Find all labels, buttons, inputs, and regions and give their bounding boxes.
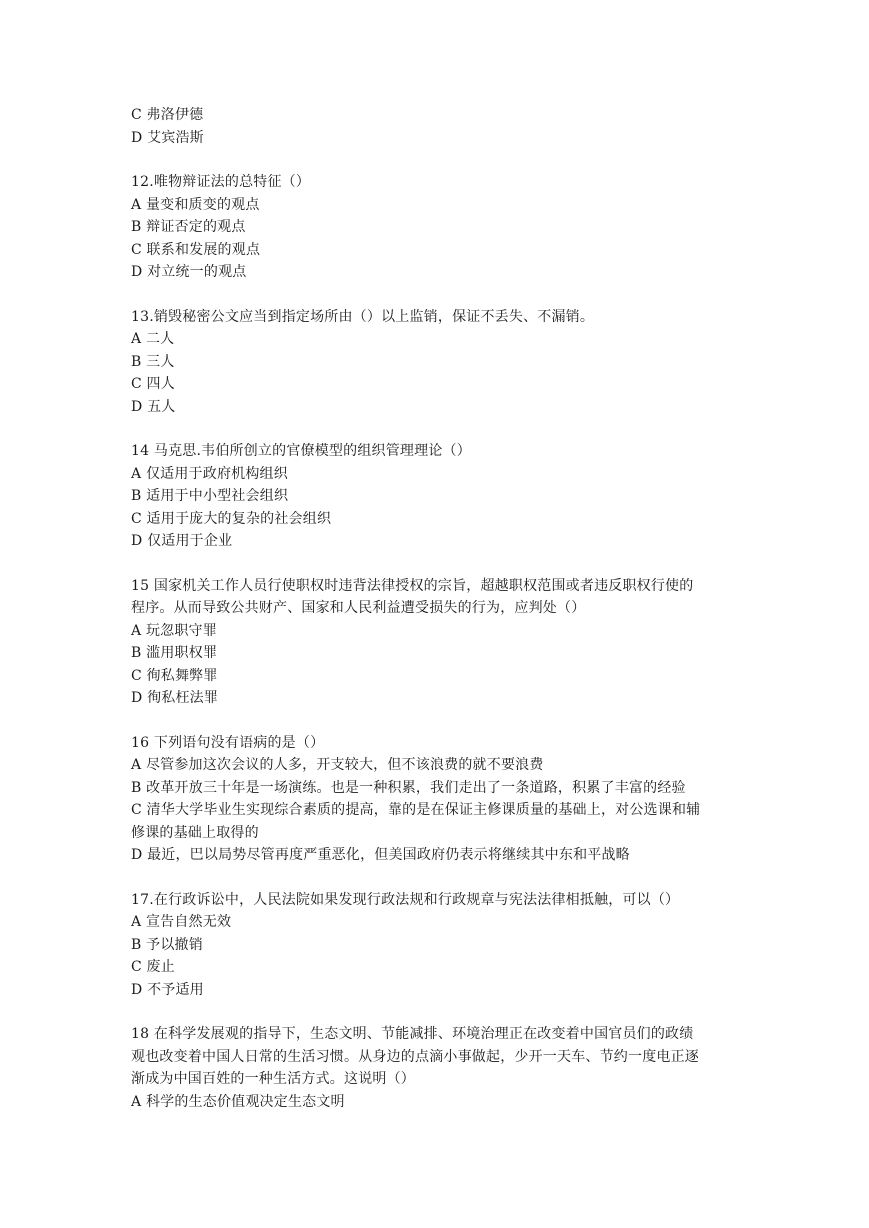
question-stem: 16 下列语句没有语病的是（） [131,734,325,751]
option-line: A 尽管参加这次会议的人多，开支较大，但不该浪费的就不要浪费 [131,757,544,773]
option-line: D 徇私枉法罪 [131,690,219,706]
question-14 [131,440,751,553]
option-line: B 改革开放三十年是一场演练。也是一种积累，我们走出了一条道路，积累了丰富的经验 [131,779,686,796]
option-line: D 艾宾浩斯 [131,129,204,146]
option-line: B 滥用职权罪 [131,645,218,661]
question-15 [131,575,751,710]
option-line: C 弗洛伊德 [131,107,204,123]
option-line: C 四人 [131,376,175,392]
question-16 [131,732,751,867]
option-line: C 联系和发展的观点 [131,241,261,258]
question-18 [131,1023,751,1113]
option-line: D 五人 [131,398,176,415]
question-stem: 17.在行政诉讼中，人民法院如果发现行政法规和行政规章与宪法法律相抵触，可以（） [131,891,680,908]
option-line: B 予以撤销 [131,936,203,953]
option-line-continued: 修课的基础上取得的 [131,824,259,841]
question-stem: 18 在科学发展观的指导下，生态文明、节能减排、环境治理正在改变着中国官员们的政绩 [131,1026,694,1042]
option-line: A 二人 [131,331,175,347]
option-line: C 清华大学毕业生实现综合素质的提高，靠的是在保证主修课质量的基础上，对公选课和辅 [131,802,701,818]
question-12 [131,171,751,284]
question-13 [131,306,751,419]
question-17 [131,889,751,1002]
question-stem: 15 国家机关工作人员行使职权时违背法律授权的宗旨，超越职权范围或者违反职权行使的 [131,577,694,594]
question-stem-continued: 程序。从而导致公共财产、国家和人民利益遭受损失的行为，应判处（） [131,600,586,616]
option-line: C 废止 [131,959,175,975]
document-page [131,104,751,1113]
question-stem: 13.销毁秘密公文应当到指定场所由（）以上监销，保证不丢失、不漏销。 [131,308,595,325]
option-line: D 不予适用 [131,981,204,998]
question-stem: 14 马克思.韦伯所创立的官僚模型的组织管理理论（） [131,443,471,459]
option-line: A 量变和质变的观点 [131,196,260,213]
question-stem: 12.唯物辩证法的总特征（） [131,174,311,190]
option-line: A 宣告自然无效 [131,914,232,930]
lead-options [131,104,751,149]
option-line: B 适用于中小型社会组织 [131,488,289,504]
option-line: D 仅适用于企业 [131,533,233,549]
question-stem-continued: 渐成为中国百姓的一种生活方式。这说明（） [131,1071,415,1087]
option-line: D 对立统一的观点 [131,264,247,280]
option-line: C 徇私舞弊罪 [131,667,218,684]
option-line: C 适用于庞大的复杂的社会组织 [131,510,332,527]
option-line: B 辩证否定的观点 [131,219,246,235]
option-line: A 仅适用于政府机构组织 [131,465,288,482]
option-line: A 玩忽职守罪 [131,622,217,639]
question-stem-continued: 观也改变着中国人日常的生活习惯。从身边的点滴小事做起，少开一天车、节约一度电正逐 [131,1048,699,1065]
option-line: D 最近，巴以局势尽管再度严重恶化，但美国政府仍表示将继续其中东和平战略 [131,847,630,863]
option-line: A 科学的生态价值观决定生态文明 [131,1093,345,1110]
option-line: B 三人 [131,353,175,370]
